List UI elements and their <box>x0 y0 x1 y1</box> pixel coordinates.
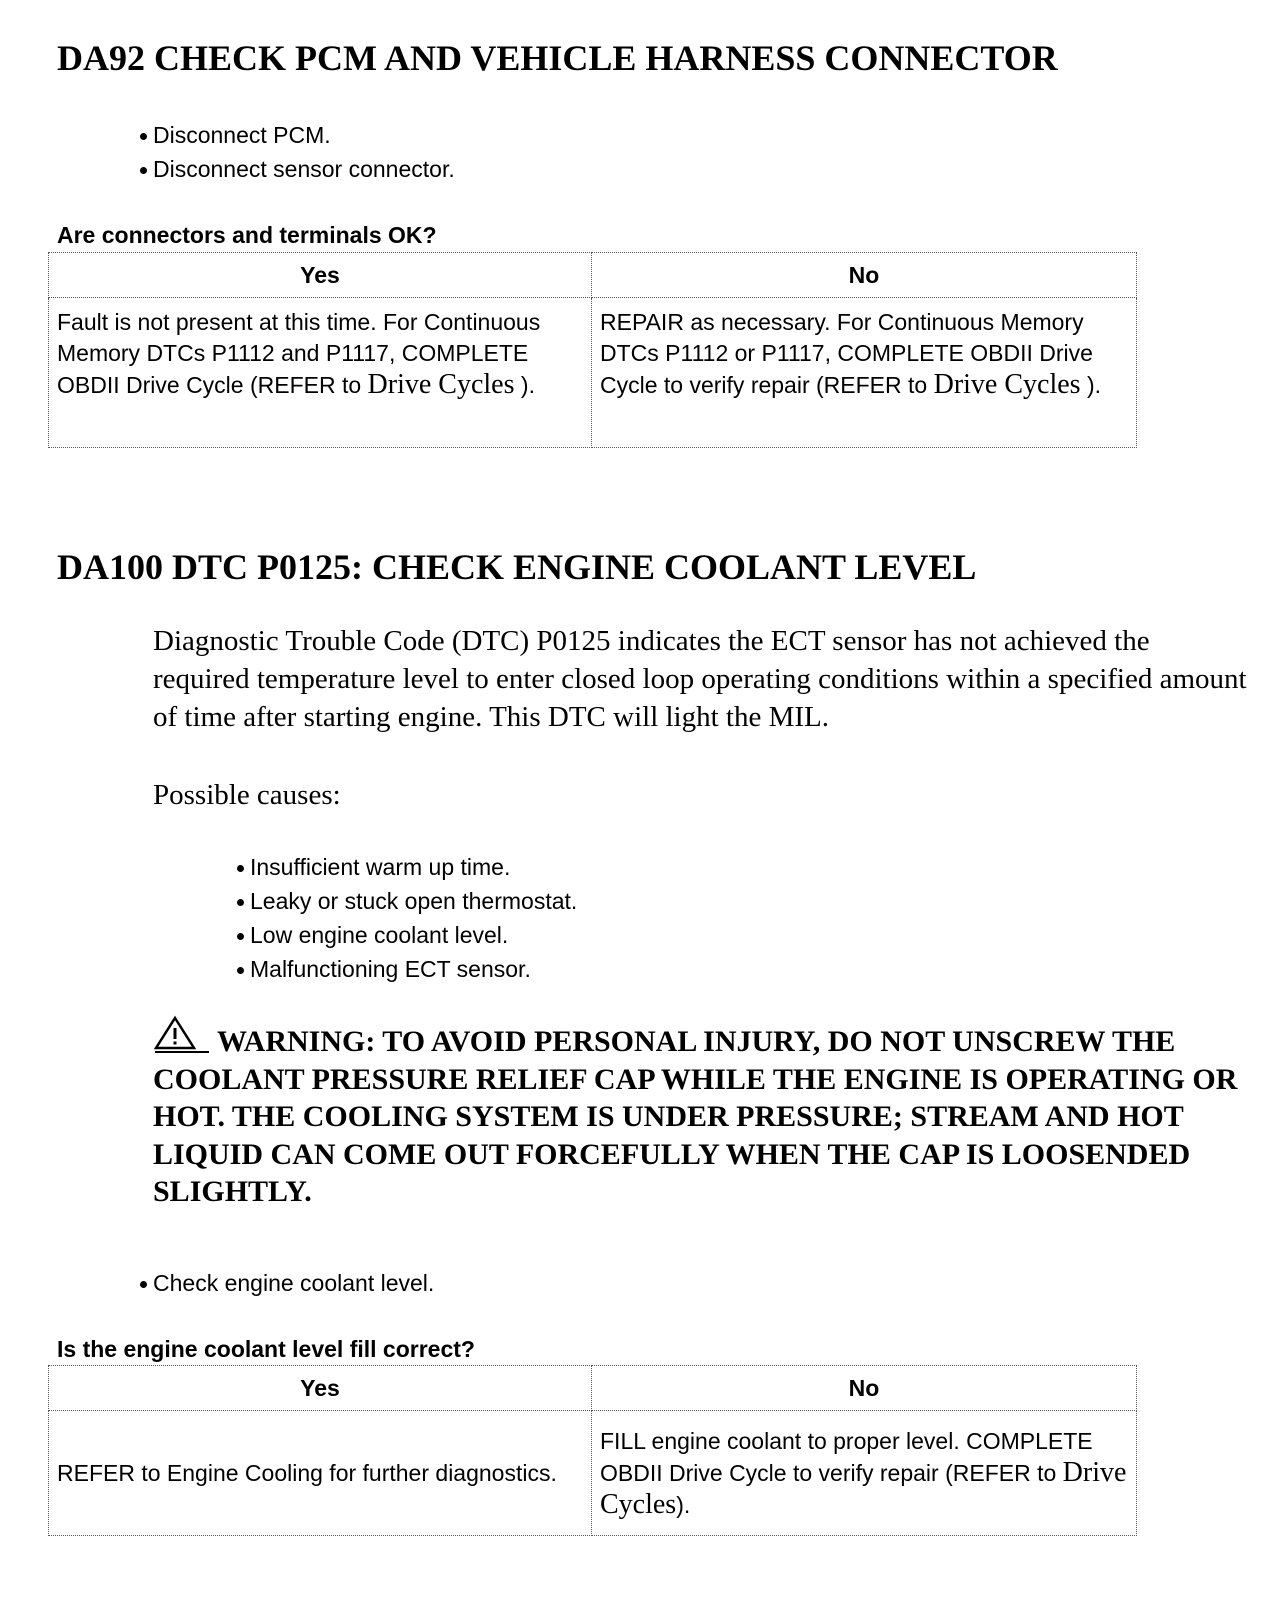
section1-heading: DA92 CHECK PCM AND VEHICLE HARNESS CONNECTOR <box>57 38 1058 78</box>
list-item: Check engine coolant level. <box>138 1266 434 1300</box>
section2-steps <box>138 1266 434 1300</box>
dtc-description: Diagnostic Trouble Code (DTC) P0125 indicates the ECT sensor has not achieved the required temperature level to enter closed loop operating conditions within a specified amount of time after starting engine. This DTC will light the MIL. <box>153 625 1247 733</box>
list-item: Leaky or stuck open thermostat. <box>235 884 577 918</box>
no-cell-text: REPAIR as necessary. For Continuous Memory DTCs P1112 or P1117, COMPLETE OBDII Drive Cycle to verify repair (REFER to <box>600 309 1093 398</box>
warning-text: WARNING: TO AVOID PERSONAL INJURY, DO NOT UNSCREW THE COOLANT PRESSURE RELIEF CAP WHILE THE ENGINE IS OPERATING OR HOT. THE COOLING SYSTEM IS UNDER PRESSURE; STREAM AND HOT LIQUID CAN COME OUT FORCEFULLY WHEN THE CAP IS LOOSENDED SLIGHTLY. <box>153 1025 1238 1208</box>
yes-cell-end: ). <box>520 372 535 398</box>
no-cell-end: ). <box>1086 372 1102 398</box>
no-cell-text: FILL engine coolant to proper level. COMPLETE OBDII Drive Cycle to verify repair (REFER to <box>600 1427 1093 1486</box>
possible-causes-list <box>235 850 577 986</box>
yes-cell-text: Fault is not present at this time. For Continuous Memory DTCs P1112 and P1117, COMPLETE OBDII Drive Cycle (REFER to <box>57 309 541 398</box>
list-item: Low engine coolant level. <box>235 918 577 952</box>
list-item: Disconnect sensor connector. <box>138 152 455 186</box>
list-item: Insufficient warm up time. <box>235 850 577 884</box>
section1-steps <box>138 118 455 186</box>
yes-header: Yes <box>49 1366 592 1411</box>
warning-block <box>153 1015 1253 1211</box>
section2-heading: DA100 DTC P0125: CHECK ENGINE COOLANT LEVEL <box>57 547 977 587</box>
no-cell <box>592 298 1137 448</box>
no-header: No <box>592 253 1137 298</box>
no-cell <box>592 1411 1137 1536</box>
no-header: No <box>592 1366 1137 1411</box>
possible-causes-label: Possible causes: <box>153 779 341 811</box>
warning-triangle-icon <box>153 1015 211 1055</box>
section1-answer-table <box>48 252 1137 448</box>
section2-question: Is the engine coolant level fill correct? <box>57 1336 475 1362</box>
section2-answer-table <box>48 1365 1137 1536</box>
section1-question: Are connectors and terminals OK? <box>57 222 437 248</box>
drive-cycles-link[interactable]: Drive Cycles <box>933 369 1081 400</box>
yes-header: Yes <box>49 253 592 298</box>
list-item: Disconnect PCM. <box>138 118 455 152</box>
list-item: Malfunctioning ECT sensor. <box>235 952 577 986</box>
no-cell-end: ). <box>676 1491 691 1518</box>
drive-cycles-link[interactable]: Drive Cycles <box>367 369 515 400</box>
yes-cell <box>49 298 592 448</box>
drive-cycles-link[interactable]: Drive Cycles <box>600 1456 1127 1520</box>
yes-cell <box>49 1411 592 1536</box>
yes-cell-text: REFER to Engine Cooling for further diagnostics. <box>57 1459 557 1486</box>
